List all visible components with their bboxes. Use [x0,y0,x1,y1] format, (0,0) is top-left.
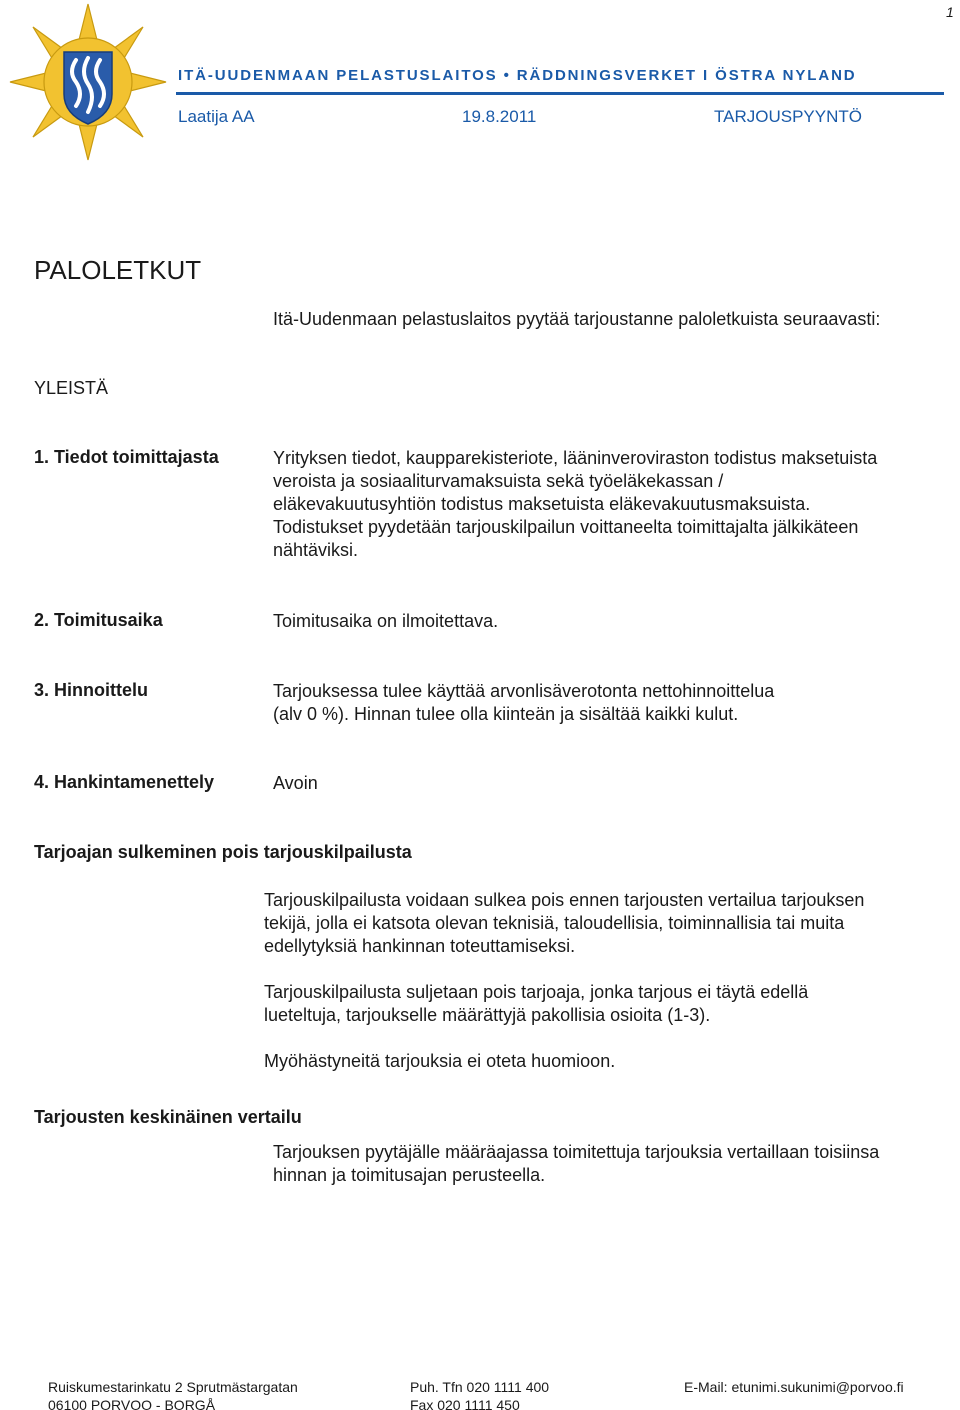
text-line: Tarjouksen pyytäjälle määräajassa toimitettuja tarjouksia vertaillaan toisiinsa [273,1142,880,1162]
org-name-swedish: RÄDDNINGSVERKET I ÖSTRA NYLAND [516,67,857,84]
item-text-delivery-time [273,610,960,633]
text-line: Todistukset pyydetään tarjouskilpailun voittaneelta toimittajalta jälkikäteen [273,517,859,537]
intro-text: Itä-Uudenmaan pelastuslaitos pyytää tarjoustanne paloletkuista seuraavasti: [273,309,881,329]
document-title: PALOLETKUT [34,255,202,285]
item-text-pricing [273,680,960,726]
organization-name [178,67,857,84]
text-line: lueteltuja, tarjoukselle määrättyjä pakollisia osioita (1-3). [264,1005,711,1025]
item-label-procurement-procedure: 4. Hankintamenettely [34,772,215,792]
text-line: Avoin [273,773,318,793]
text-line: tekijä, jolla ei katsota olevan teknisiä, taloudellisia, toiminnallisia tai muita [264,913,845,933]
text-line: (alv 0 %). Hinnan tulee olla kiinteän ja sisältää kaikki kulut. [273,704,739,724]
item-label-pricing: 3. Hinnoittelu [34,680,148,700]
footer-postal: 06100 PORVOO - BORGÅ [48,1397,216,1410]
text-line: Myöhästyneitä tarjouksia ei oteta huomioon. [264,1051,616,1071]
general-heading: YLEISTÄ [34,378,109,398]
document-date: 19.8.2011 [462,107,537,126]
exclusion-paragraph-3 [264,1050,954,1073]
text-line: hinnan ja toimitusajan perusteella. [273,1165,546,1185]
footer-phone: Puh. Tfn 020 1111 400 [410,1379,550,1395]
footer-address [48,1378,298,1410]
text-line: nähtäviksi. [273,540,359,560]
text-line: eläkevakuutusyhtiön todistus maksetuista eläkevakuutusmaksuista. [273,494,811,514]
text-line: Tarjouskilpailusta suljetaan pois tarjoaja, jonka tarjous ei täytä edellä [264,982,809,1002]
org-name-finnish: ITÄ-UUDENMAAN PELASTUSLAITOS [178,67,498,84]
page-number: 1 [946,4,954,20]
header-rule [176,92,944,95]
text-line: veroista ja sosiaaliturvamaksuista sekä työeläkekassan / [273,471,724,491]
text-line: Tarjouskilpailusta voidaan sulkea pois ennen tarjousten vertailua tarjouksen [264,890,865,910]
text-line: Yrityksen tiedot, kaupparekisteriote, lääninveroviraston todistus maksetuista [273,448,878,468]
text-line: edellytyksiä hankinnan toteuttamiseksi. [264,936,576,956]
footer-contact [410,1378,549,1410]
item-label-supplier-info: 1. Tiedot toimittajasta [34,447,219,467]
star-flame-emblem-icon [8,2,168,162]
footer-email: E-Mail: etunimi.sukunimi@porvoo.fi [684,1379,904,1395]
footer-street: Ruiskumestarinkatu 2 Sprutmästargatan [48,1379,298,1395]
author: Laatija AA [178,107,255,126]
item-text-supplier-info [273,447,960,562]
exclusion-paragraph-1 [264,889,954,958]
exclusion-paragraph-2 [264,981,954,1027]
document-type: TARJOUSPYYNTÖ [714,107,862,126]
item-text-procurement-procedure [273,772,960,795]
footer-fax: Fax 020 1111 450 [410,1397,520,1410]
text-line: Tarjouksessa tulee käyttää arvonlisäverotonta nettohinnoittelua [273,681,775,701]
text-line: Toimitusaika on ilmoitettava. [273,611,499,631]
org-separator: • [503,67,511,84]
exclusion-heading: Tarjoajan sulkeminen pois tarjouskilpailusta [34,842,412,862]
item-label-delivery-time: 2. Toimitusaika [34,610,163,630]
comparison-heading: Tarjousten keskinäinen vertailu [34,1107,302,1127]
comparison-text [273,1141,960,1187]
